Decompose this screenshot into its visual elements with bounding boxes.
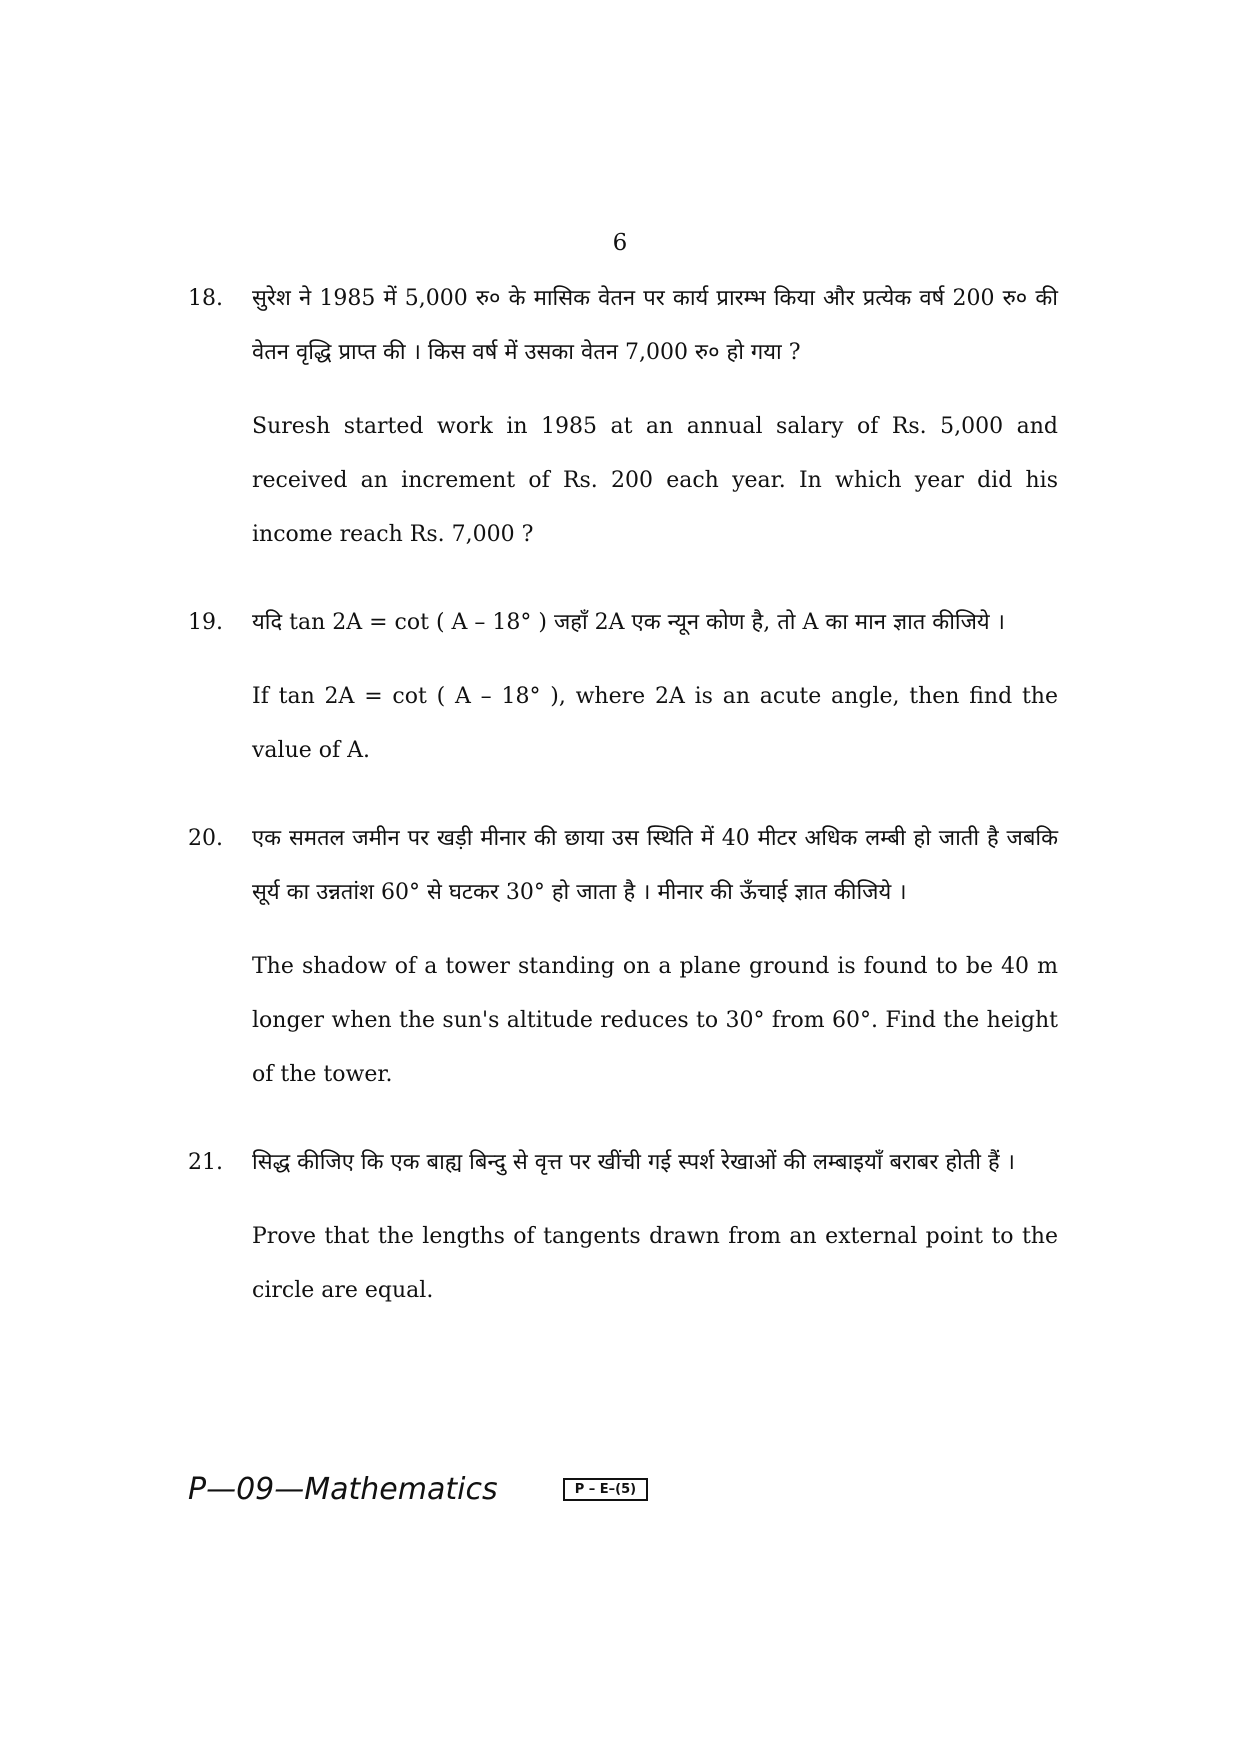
question-text-hindi: एक समतल जमीन पर खड़ी मीनार की छाया उस स्थिति में 40 मीटर अधिक लम्बी हो जाती है जबकि सूर्य का उन्नतांश 60° से घटकर 30° हो जाता है । मीनार की ऊँचाई ज्ञात कीजिये । bbox=[252, 826, 1058, 905]
question-text-english: The shadow of a tower standing on a plane ground is found to be 40 m longer when the sun's altitude reduces to 30° from 60°. Find the height of the tower. bbox=[252, 954, 1058, 1087]
question-text-hindi: यदि tan 2A = cot ( A – 18° ) जहाँ 2A एक न्यून कोण है, तो A का मान ज्ञात कीजिये । bbox=[252, 610, 1006, 635]
question-20 bbox=[188, 812, 1058, 1102]
question-list bbox=[188, 272, 1058, 1352]
question-number: 19. bbox=[188, 610, 223, 635]
question-21 bbox=[188, 1136, 1058, 1318]
question-18 bbox=[188, 272, 1058, 562]
question-text-hindi: सुरेश ने 1985 में 5,000 रु० के मासिक वेतन पर कार्य प्रारम्भ किया और प्रत्येक वर्ष 200 रु० की वेतन वृद्धि प्राप्त की । किस वर्ष में उसका वेतन 7,000 रु० हो गया ? bbox=[252, 286, 1058, 365]
page-number: 6 bbox=[612, 230, 628, 256]
question-text-english: Suresh started work in 1985 at an annual salary of Rs. 5,000 and received an increment of Rs. 200 each year. In which year did his income reach Rs. 7,000 ? bbox=[252, 414, 1058, 547]
paper-title: P—09—Mathematics bbox=[188, 1472, 498, 1507]
question-number: 18. bbox=[188, 286, 223, 311]
question-text-english: If tan 2A = cot ( A – 18° ), where 2A is an acute angle, then find the value of A. bbox=[252, 684, 1058, 763]
question-number: 21. bbox=[188, 1150, 223, 1175]
paper-code-box: P – E–(5) bbox=[563, 1478, 648, 1501]
question-text-english: Prove that the lengths of tangents drawn from an external point to the circle are equal. bbox=[252, 1224, 1058, 1303]
question-text-hindi: सिद्ध कीजिए कि एक बाह्य बिन्दु से वृत्त पर खींची गई स्पर्श रेखाओं की लम्बाइयाँ बराबर होती हैं । bbox=[252, 1150, 1015, 1175]
page-footer bbox=[188, 1472, 888, 1507]
question-number: 20. bbox=[188, 826, 223, 851]
question-19 bbox=[188, 596, 1058, 778]
